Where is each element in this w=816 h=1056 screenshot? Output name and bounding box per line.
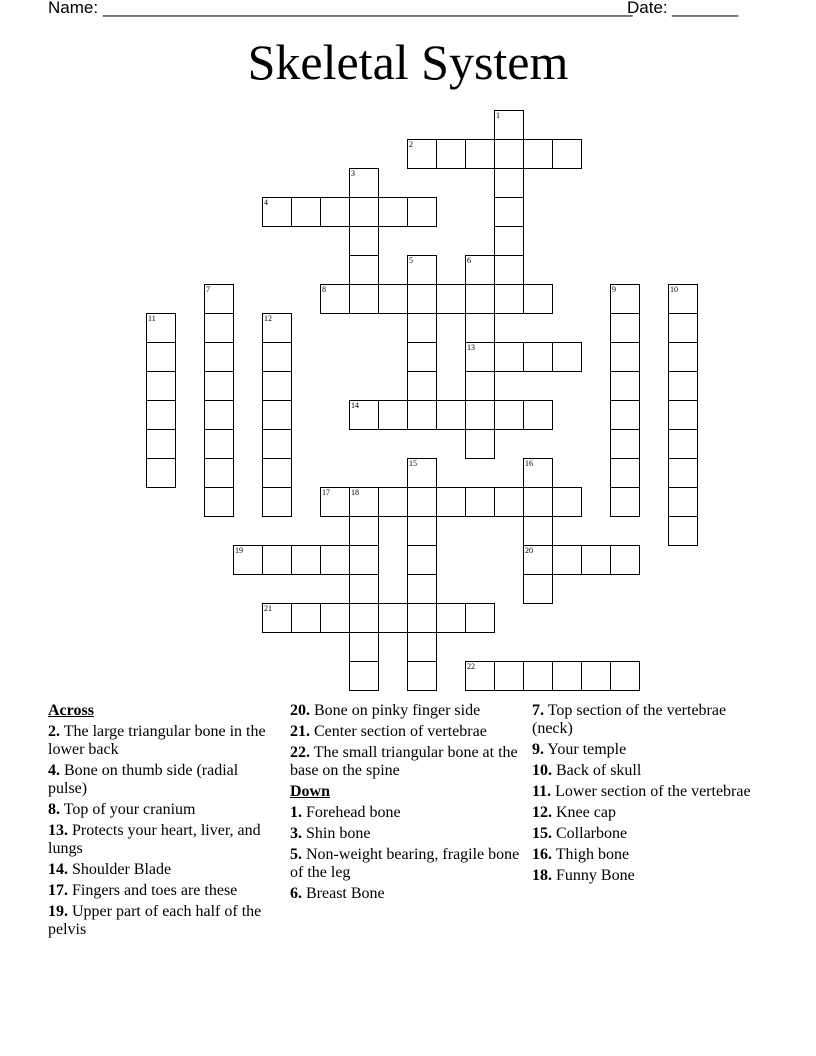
crossword-cell[interactable] [349,400,379,430]
crossword-cell[interactable] [349,603,379,633]
crossword-cell[interactable] [610,487,640,517]
crossword-cell[interactable] [146,371,176,401]
crossword-cell[interactable] [552,342,582,372]
crossword-cell[interactable] [320,545,350,575]
clue-text: Forehead bone [306,804,401,821]
crossword-cell[interactable] [378,284,408,314]
clue-down-1 [290,804,520,822]
crossword-cell[interactable] [523,661,553,691]
crossword-cell[interactable] [523,458,553,488]
cell-number: 15 [409,459,417,468]
crossword-cell[interactable] [349,168,379,198]
crossword-cell[interactable] [407,661,437,691]
clue-down-7 [532,702,762,738]
crossword-cell[interactable] [349,545,379,575]
crossword-cell[interactable] [523,400,553,430]
crossword-cell[interactable] [407,516,437,546]
clue-across-17 [48,882,273,900]
crossword-cell[interactable] [494,139,524,169]
clue-down-18 [532,867,762,885]
crossword-cell[interactable] [610,284,640,314]
clues-column-3 [532,702,762,888]
crossword-cell[interactable] [494,255,524,285]
clues-column-1 [48,702,273,942]
cell-number: 21 [264,604,272,613]
crossword-cell[interactable] [465,603,495,633]
crossword-cell[interactable] [668,313,698,343]
crossword-cell[interactable] [436,603,466,633]
crossword-cell[interactable] [552,139,582,169]
clue-number: 8. [48,801,60,818]
date-label: Date: [627,0,668,17]
clue-across-8 [48,801,273,819]
crossword-cell[interactable] [320,603,350,633]
crossword-cell[interactable] [610,429,640,459]
cell-number: 17 [322,488,330,497]
crossword-cell[interactable] [668,458,698,488]
crossword-cell[interactable] [494,284,524,314]
crossword-cell[interactable] [262,342,292,372]
crossword-cell[interactable] [610,400,640,430]
crossword-cell[interactable] [204,400,234,430]
name-field[interactable]: ________________________________________________________ [103,0,633,17]
cell-number: 9 [612,285,616,294]
clue-number: 13. [48,822,68,839]
crossword-cell[interactable] [610,545,640,575]
clue-text: Center section of vertebrae [314,723,487,740]
crossword-cell[interactable] [494,342,524,372]
crossword-cell[interactable] [581,545,611,575]
crossword-cell[interactable] [668,516,698,546]
clue-down-11 [532,783,762,801]
clue-text: Shoulder Blade [72,861,172,878]
clue-number: 2. [48,723,60,740]
crossword-cell[interactable] [494,168,524,198]
clue-number: 6. [290,885,302,902]
clue-text: Protects your heart, liver, and lungs [48,822,261,857]
crossword-cell[interactable] [262,603,292,633]
crossword-cell[interactable] [465,139,495,169]
crossword-cell[interactable] [436,487,466,517]
crossword-cell[interactable] [320,284,350,314]
clues-column-2 [290,702,520,906]
crossword-cell[interactable] [349,487,379,517]
clue-across-21 [290,723,520,741]
crossword-cell[interactable] [494,400,524,430]
crossword-cell[interactable] [436,284,466,314]
clue-number: 11. [532,783,552,800]
crossword-cell[interactable] [465,255,495,285]
crossword-cell[interactable] [465,371,495,401]
clue-text: Knee cap [556,804,616,821]
clue-number: 10. [532,762,552,779]
cell-number: 7 [206,285,210,294]
cell-number: 13 [467,343,475,352]
cell-number: 19 [235,546,243,555]
crossword-cell[interactable] [378,487,408,517]
cell-number: 16 [525,459,533,468]
crossword-cell[interactable] [349,226,379,256]
clue-number: 7. [532,702,544,719]
crossword-cell[interactable] [610,661,640,691]
crossword-cell[interactable] [610,458,640,488]
crossword-cell[interactable] [668,400,698,430]
crossword-cell[interactable] [668,371,698,401]
crossword-cell[interactable] [465,313,495,343]
crossword-cell[interactable] [146,458,176,488]
down-heading: Down [290,783,331,800]
crossword-cell[interactable] [407,458,437,488]
crossword-cell[interactable] [204,342,234,372]
cell-number: 12 [264,314,272,323]
clue-down-3 [290,825,520,843]
crossword-cell[interactable] [146,342,176,372]
clue-down-5 [290,846,520,882]
crossword-cell[interactable] [494,197,524,227]
crossword-cell[interactable] [494,226,524,256]
crossword-cell[interactable] [291,545,321,575]
crossword-cell[interactable] [610,371,640,401]
crossword-cell[interactable] [320,487,350,517]
cell-number: 4 [264,198,268,207]
clue-text: Top section of the vertebrae (neck) [532,702,727,737]
crossword-cell[interactable] [465,342,495,372]
crossword-cell[interactable] [349,632,379,662]
cell-number: 14 [351,401,359,410]
clue-text: Bone on thumb side (radial pulse) [48,762,239,797]
crossword-cell[interactable] [494,661,524,691]
crossword-cell[interactable] [465,429,495,459]
cell-number: 6 [467,256,471,265]
crossword-cell[interactable] [552,487,582,517]
crossword-cell[interactable] [407,400,437,430]
cell-number: 1 [496,111,500,120]
crossword-cell[interactable] [262,458,292,488]
clue-across-2 [48,723,273,759]
crossword-cell[interactable] [349,284,379,314]
crossword-cell[interactable] [262,545,292,575]
crossword-cell[interactable] [523,139,553,169]
crossword-cell[interactable] [407,371,437,401]
clue-text: Breast Bone [306,885,385,902]
crossword-cell[interactable] [668,429,698,459]
crossword-cell[interactable] [523,487,553,517]
clue-number: 1. [290,804,302,821]
crossword-cell[interactable] [291,197,321,227]
clue-number: 16. [532,846,552,863]
crossword-cell[interactable] [146,400,176,430]
date-field[interactable]: _______ [672,0,739,17]
crossword-cell[interactable] [262,371,292,401]
crossword-cell[interactable] [407,632,437,662]
clue-text: The small triangular bone at the base on the spine [290,744,518,779]
crossword-cell[interactable] [262,197,292,227]
crossword-cell[interactable] [262,487,292,517]
cell-number: 5 [409,256,413,265]
clue-text: Top of your cranium [63,801,196,818]
clue-text: Fingers and toes are these [72,882,238,899]
clue-down-9 [532,741,762,759]
clue-text: Shin bone [306,825,371,842]
crossword-cell[interactable] [204,429,234,459]
clue-text: Collarbone [556,825,628,842]
crossword-cell[interactable] [204,313,234,343]
crossword-cell[interactable] [581,661,611,691]
crossword-cell[interactable] [262,313,292,343]
cell-number: 20 [525,546,533,555]
crossword-cell[interactable] [523,284,553,314]
crossword-cell[interactable] [436,400,466,430]
clue-number: 3. [290,825,302,842]
crossword-cell[interactable] [610,313,640,343]
cell-number: 11 [148,314,156,323]
crossword-cell[interactable] [349,255,379,285]
clue-number: 15. [532,825,552,842]
crossword-cell[interactable] [494,487,524,517]
crossword-cell[interactable] [465,487,495,517]
crossword-cell[interactable] [465,400,495,430]
cell-number: 3 [351,169,355,178]
crossword-cell[interactable] [523,574,553,604]
clue-number: 5. [290,846,302,863]
cell-number: 2 [409,140,413,149]
crossword-cell[interactable] [378,603,408,633]
clue-text: Funny Bone [556,867,635,884]
clue-number: 4. [48,762,60,779]
clue-number: 20. [290,702,310,719]
crossword-cell[interactable] [378,400,408,430]
crossword-cell[interactable] [523,545,553,575]
cell-number: 10 [670,285,678,294]
cell-number: 18 [351,488,359,497]
clue-text: Upper part of each half of the pelvis [48,903,262,938]
clue-down-12 [532,804,762,822]
clue-number: 14. [48,861,68,878]
name-label: Name: [48,0,99,17]
clue-text: The large triangular bone in the lower back [48,723,266,758]
clue-down-6 [290,885,520,903]
clue-across-19 [48,903,273,939]
crossword-cell[interactable] [668,284,698,314]
clue-down-15 [532,825,762,843]
clue-across-13 [48,822,273,858]
crossword-cell[interactable] [407,139,437,169]
crossword-cell[interactable] [465,284,495,314]
clue-number: 9. [532,741,544,758]
crossword-cell[interactable] [204,487,234,517]
clue-down-16 [532,846,762,864]
clue-down-10 [532,762,762,780]
clue-number: 22. [290,744,310,761]
clue-number: 18. [532,867,552,884]
crossword-cell[interactable] [291,603,321,633]
clue-number: 17. [48,882,68,899]
clue-number: 12. [532,804,552,821]
crossword-cell[interactable] [349,661,379,691]
crossword-cell[interactable] [668,342,698,372]
crossword-cell[interactable] [407,342,437,372]
crossword-cell[interactable] [146,313,176,343]
crossword-cell[interactable] [407,603,437,633]
crossword-cell[interactable] [146,429,176,459]
clue-text: Your temple [547,741,627,758]
across-heading: Across [48,702,94,719]
cell-number: 8 [322,285,326,294]
crossword-cell[interactable] [407,284,437,314]
crossword-cell[interactable] [349,574,379,604]
crossword-cell[interactable] [407,255,437,285]
crossword-cell[interactable] [407,487,437,517]
clue-text: Lower section of the vertebrae [555,783,751,800]
clue-across-14 [48,861,273,879]
crossword-cell[interactable] [407,574,437,604]
crossword-cell[interactable] [233,545,263,575]
crossword-cell[interactable] [436,139,466,169]
crossword-cell[interactable] [494,110,524,140]
crossword-cell[interactable] [523,516,553,546]
crossword-cell[interactable] [262,429,292,459]
crossword-cell[interactable] [262,400,292,430]
crossword-cell[interactable] [349,516,379,546]
page-title: Skeletal System [247,34,569,90]
crossword-cell[interactable] [204,371,234,401]
crossword-cell[interactable] [610,342,640,372]
clue-text: Back of skull [556,762,642,779]
crossword-cell[interactable] [465,661,495,691]
crossword-cell[interactable] [320,197,350,227]
clue-across-4 [48,762,273,798]
crossword-cell[interactable] [668,487,698,517]
clue-number: 19. [48,903,68,920]
clue-text: Thigh bone [555,846,630,863]
crossword-cell[interactable] [552,661,582,691]
crossword-cell[interactable] [204,284,234,314]
crossword-cell[interactable] [523,342,553,372]
crossword-cell[interactable] [552,545,582,575]
clue-text: Non-weight bearing, fragile bone of the leg [290,846,520,881]
clue-number: 21. [290,723,310,740]
crossword-cell[interactable] [407,313,437,343]
clue-across-22 [290,744,520,780]
clue-text: Bone on pinky finger side [314,702,481,719]
crossword-cell[interactable] [407,545,437,575]
clue-across-20 [290,702,520,720]
crossword-cell[interactable] [204,458,234,488]
cell-number: 22 [467,662,475,671]
crossword-cell[interactable] [378,197,408,227]
crossword-cell[interactable] [407,197,437,227]
crossword-cell[interactable] [349,197,379,227]
